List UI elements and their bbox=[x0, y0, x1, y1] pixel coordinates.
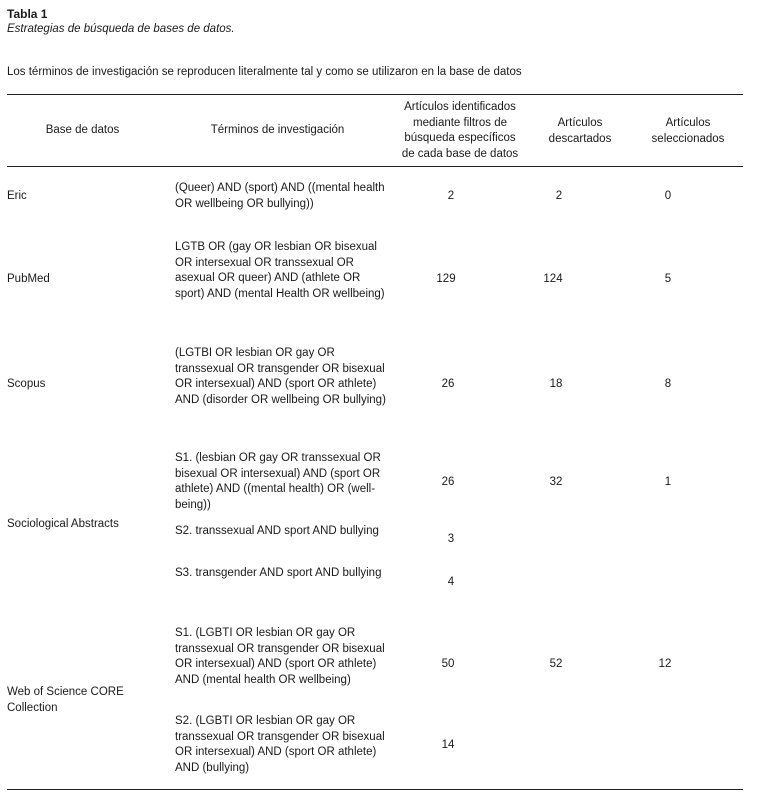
table-subtitle: Estrategias de búsqueda de bases de datos. bbox=[7, 23, 235, 35]
row-pubmed-database: PubMed bbox=[7, 273, 50, 285]
header-database: Base de datos bbox=[45, 124, 120, 136]
row-wos-selected: 12 bbox=[658, 658, 672, 670]
row-wos-s2-identified: 14 bbox=[441, 739, 455, 751]
header-identified: Artículos identificados mediante filtros de búsqueda específicos de cada base de datos bbox=[401, 101, 519, 160]
row-sociological-s1-identified: 26 bbox=[441, 476, 455, 488]
row-eric-identified: 2 bbox=[447, 190, 455, 202]
row-sociological-database: Sociological Abstracts bbox=[7, 518, 119, 530]
bottom-rule bbox=[7, 789, 743, 790]
row-pubmed-terms: LGTB OR (gay OR lesbian OR bisexual OR intersexual OR transsexual OR asexual OR queer) AND (athlete OR sport) AND (mental Health OR wellbeing) bbox=[175, 241, 385, 300]
row-eric-selected: 0 bbox=[664, 190, 672, 202]
row-sociological-s1-terms: S1. (lesbian OR gay OR transsexual OR bisexual OR intersexual) AND (sport OR athlete) AND ((mental health) OR (well-being)) bbox=[175, 452, 381, 511]
header-rule bbox=[7, 166, 743, 167]
row-sociological-s3-terms: S3. transgender AND sport AND bullying bbox=[175, 567, 382, 579]
header-terms: Términos de investigación bbox=[210, 124, 345, 136]
row-wos-s2-terms: S2. (LGBTI OR lesbian OR gay OR transsexual OR transgender OR bisexual OR intersexual) AND (sport OR athlete) AND (bullying) bbox=[175, 715, 385, 774]
row-eric-discarded: 2 bbox=[555, 190, 563, 202]
row-eric-database: Eric bbox=[7, 190, 27, 202]
header-selected: Artículos seleccionados bbox=[651, 117, 725, 145]
row-wos-database: Web of Science CORE Collection bbox=[7, 686, 124, 714]
row-pubmed-identified: 129 bbox=[436, 273, 456, 285]
row-sociological-discarded: 32 bbox=[549, 476, 563, 488]
row-scopus-terms: (LGTBI OR lesbian OR gay OR transsexual OR transgender OR bisexual OR intersexual) AND (sport OR athlete) AND (disorder OR wellbeing OR bullying) bbox=[175, 347, 386, 406]
row-sociological-selected: 1 bbox=[664, 476, 672, 488]
row-sociological-s2-terms: S2. transsexual AND sport AND bullying bbox=[175, 525, 379, 537]
top-rule bbox=[7, 94, 743, 95]
row-pubmed-discarded: 124 bbox=[543, 273, 563, 285]
row-scopus-database: Scopus bbox=[7, 378, 46, 390]
header-discarded: Artículos descartados bbox=[548, 117, 612, 145]
row-sociological-s3-identified: 4 bbox=[447, 576, 455, 588]
row-wos-s1-identified: 50 bbox=[441, 658, 455, 670]
row-scopus-selected: 8 bbox=[664, 378, 672, 390]
row-scopus-discarded: 18 bbox=[549, 378, 563, 390]
row-scopus-identified: 26 bbox=[441, 378, 455, 390]
row-wos-s1-terms: S1. (LGBTI OR lesbian OR gay OR transsexual OR transgender OR bisexual OR intersexual) AND (sport OR athlete) AND (mental health OR wellbeing) bbox=[175, 627, 385, 686]
table-note: Los términos de investigación se reproducen literalmente tal y como se utilizaron en la base de datos bbox=[7, 66, 522, 78]
table-title: Tabla 1 bbox=[7, 7, 48, 21]
row-eric-terms: (Queer) AND (sport) AND ((mental health OR wellbeing OR bullying)) bbox=[175, 182, 385, 210]
row-wos-discarded: 52 bbox=[549, 658, 563, 670]
row-sociological-s2-identified: 3 bbox=[447, 533, 455, 545]
row-pubmed-selected: 5 bbox=[664, 273, 672, 285]
